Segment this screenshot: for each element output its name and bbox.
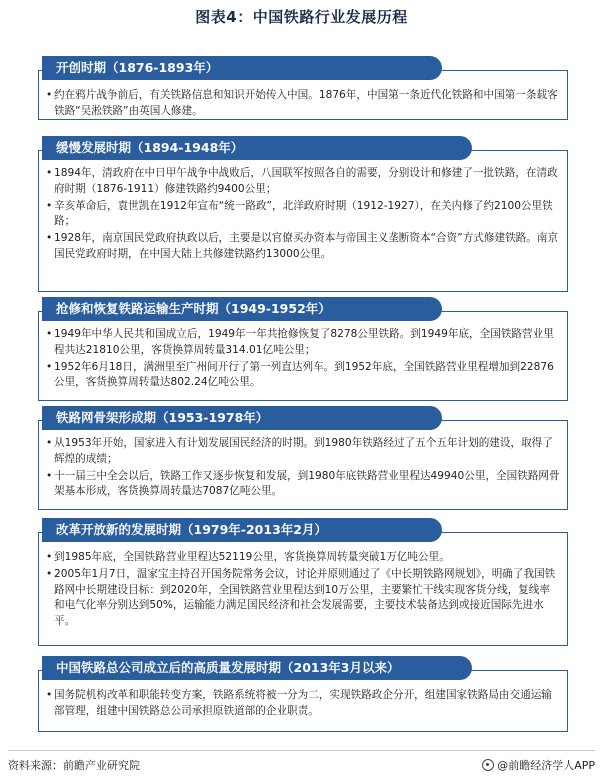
section-heading: 铁路网骨架形成期（1953-1978年） xyxy=(42,406,442,430)
section-body xyxy=(46,688,560,721)
section-heading: 缓慢发展时期（1894-1948年） xyxy=(42,136,472,160)
list-item: • 国务院机构改革和职能转变方案，铁路系统将被一分为二，实现铁路政企分开，组建国家铁路局由交通运输部管理，组建中国铁路总公司承担原铁道部的企业职责。 xyxy=(46,688,560,720)
brand-label: @前瞻经济学人APP xyxy=(497,759,595,772)
list-item: • 1952年6月18日，满洲里至广州间开行了第一列直达列车。到1952年底，全国铁路营业里程增加到22876公里，客货换算周转量达802.24亿吨公里。 xyxy=(46,360,560,392)
section-heading: 改革开放新的发展时期（1979年-2013年2月） xyxy=(42,518,442,542)
list-item: • 约在鸦片战争前后，有关铁路信息和知识开始传入中国。1876年，中国第一条近代化铁路和中国第一条载客铁路“吴淞铁路”由英国人修建。 xyxy=(46,88,560,120)
section-heading: 抢修和恢复铁路运输生产时期（1949-1952年） xyxy=(42,297,442,321)
section-heading: 中国铁路总公司成立后的高质量发展时期（2013年3月以来） xyxy=(42,656,472,680)
list-item: • 到1985年底，全国铁路营业里程达52119公里，客货换算周转量突破1万亿吨公里。 xyxy=(46,550,560,566)
source-note: 资料来源：前瞻产业研究院 xyxy=(8,759,140,772)
brand-credit xyxy=(482,757,595,773)
brand-logo-icon xyxy=(482,759,494,771)
list-item: • 十一届三中全会以后，铁路工作又逐步恢复和发展，到1980年底铁路营业里程达49940公里，全国铁路网骨架基本形成，客货换算周转量达7087亿吨公里。 xyxy=(46,469,560,501)
list-item: • 1949年中华人民共和国成立后，1949年一年共抢修恢复了8278公里铁路。到1949年底，全国铁路营业里程共达21810公里，客货换算周转量314.01亿吨公里； xyxy=(46,327,560,359)
section-body xyxy=(46,327,560,392)
section-body xyxy=(46,88,560,121)
list-item: • 2005年1月7日，温家宝主持召开国务院常务会议，讨论并原则通过了《中长期铁路网规划》，明确了我国铁路网中长期建设目标：到2020年，全国铁路营业里程达到10万公里，主要繁忙干线实现客货分线，复线率和电气化率分别达到50%，运输能力满足国民经济和社会发展需要，主要技术装备达到或接近国际先进水平。 xyxy=(46,567,560,630)
list-item: • 1894年，清政府在中日甲午战争中战败后，八国联军按照各自的需要，分别设计和修建了一批铁路，在清政府时期（1876-1911）修建铁路约9400公里； xyxy=(46,166,560,198)
section-heading: 开创时期（1876-1893年） xyxy=(42,56,442,80)
section-body xyxy=(46,166,560,264)
footer-divider xyxy=(8,750,595,751)
list-item: • 从1953年开始，国家进入有计划发展国民经济的时期。到1980年铁路经过了五个五年计划的建设，取得了辉煌的成绩； xyxy=(46,436,560,468)
section-body xyxy=(46,550,560,631)
chart-title: 图表4：中国铁路行业发展历程 xyxy=(195,8,408,26)
section-body xyxy=(46,436,560,501)
list-item: • 辛亥革命后，袁世凯在1912年宣布“统一路政”，北洋政府时期（1912-1927），在关内修了约2100公里铁路； xyxy=(46,199,560,231)
list-item: • 1928年，南京国民党政府执政以后，主要是以官僚买办资本与帝国主义垄断资本“合资”方式修建铁路。南京国民党政府时期，在中国大陆上共修建铁路约13000公里。 xyxy=(46,231,560,263)
